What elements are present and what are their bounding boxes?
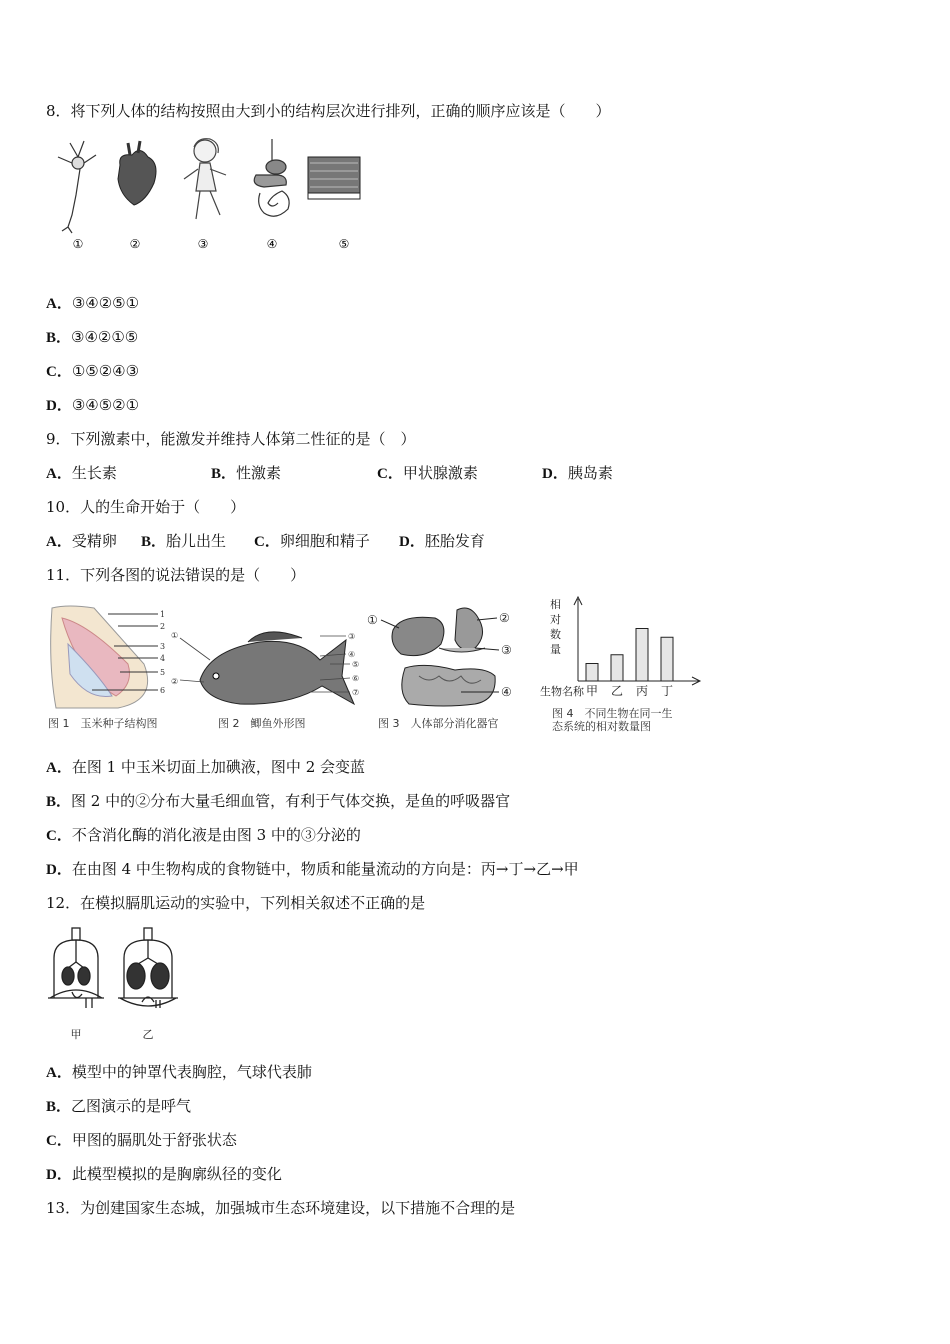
bar-label-2: 乙 xyxy=(610,684,624,698)
fig1-label-6: 6 xyxy=(160,686,166,695)
q8-option-a: A．③④②⑤① xyxy=(46,294,140,312)
bell-jar-model-yi xyxy=(118,928,178,1008)
fig2-label-6: ⑥ xyxy=(352,674,360,683)
fig1-caption: 图 1 玉米种子结构图 xyxy=(48,717,158,730)
bar-label-4: 丁 xyxy=(660,684,674,698)
q13-stem: 13．为创建国家生态城，加强城市生态环境建设，以下措施不合理的是 xyxy=(46,1199,516,1217)
bar-4 xyxy=(661,637,673,681)
girl-image xyxy=(184,139,226,219)
fig1-label-2: 2 xyxy=(160,622,166,631)
neuron-image xyxy=(58,141,96,233)
chart-xlabel: 生物名称 xyxy=(540,685,584,698)
q8-label-2: ② xyxy=(129,237,141,251)
q9-option-b: B．性激素 xyxy=(211,464,282,482)
q8-label-3: ③ xyxy=(197,237,209,251)
chart-ylabel-char-3: 数 xyxy=(550,628,561,641)
q10-option-c: C．卵细胞和精子 xyxy=(254,532,370,550)
q9-stem: 9．下列激素中，能激发并维持人体第二性征的是（ ） xyxy=(46,430,416,448)
relative-quantity-chart xyxy=(540,595,705,700)
q12-option-d: D．此模型模拟的是胸廓纵径的变化 xyxy=(46,1165,282,1183)
fig2-label-4: ④ xyxy=(348,650,356,659)
q10-option-b: B．胎儿出生 xyxy=(141,532,227,550)
fig3-label-1: ① xyxy=(367,613,378,627)
q11-option-a: A．在图 1 中玉米切面上加碘液，图中 2 会变蓝 xyxy=(46,758,366,776)
bar-3 xyxy=(636,629,648,682)
diaphragm-model-figure xyxy=(42,922,182,1047)
fig2-label-3: ③ xyxy=(348,632,356,641)
q8-option-d: D．③④⑤②① xyxy=(46,396,140,414)
q9-option-d: D．胰岛素 xyxy=(542,464,613,482)
tissue-image xyxy=(308,157,360,199)
model-label-yi: 乙 xyxy=(142,1028,154,1041)
q8-stem: 8．将下列人体的结构按照由大到小的结构层次进行排列，正确的顺序应该是（ ） xyxy=(46,102,611,120)
q8-label-1: ① xyxy=(72,237,84,251)
heart-image xyxy=(118,141,156,205)
fig4-caption-line1: 图 4 不同生物在同一生 xyxy=(552,707,673,720)
q10-option-a: A．受精卵 xyxy=(46,532,117,550)
fig2-label-1: ① xyxy=(171,631,179,640)
q11-option-b: B．图 2 中的②分布大量毛细血管，有利于气体交换，是鱼的呼吸器官 xyxy=(46,792,511,810)
fig1-label-1: 1 xyxy=(160,610,166,619)
q8-label-4: ④ xyxy=(266,237,278,251)
fig3-label-4: ④ xyxy=(501,685,512,699)
q11-stem: 11．下列各图的说法错误的是（ ） xyxy=(46,566,306,584)
digestive-organs-figure xyxy=(365,604,525,714)
fig3-caption: 图 3 人体部分消化器官 xyxy=(378,717,499,730)
bar-2 xyxy=(611,655,623,681)
q12-option-a: A．模型中的钟罩代表胸腔，气球代表肺 xyxy=(46,1063,312,1081)
q11-option-c: C．不含消化酶的消化液是由图 3 中的③分泌的 xyxy=(46,826,361,844)
fig1-label-5: 5 xyxy=(160,668,166,677)
bell-jar-model-jia xyxy=(48,928,104,1008)
bar-1 xyxy=(586,664,598,682)
bar-label-3: 丙 xyxy=(635,684,649,698)
fig2-label-7: ⑦ xyxy=(352,688,360,697)
fig4-caption-line2: 态系统的相对数量图 xyxy=(552,720,651,733)
fig1-label-3: 3 xyxy=(160,642,166,651)
corn-seed-figure xyxy=(48,604,178,714)
fig1-label-4: 4 xyxy=(160,654,166,663)
chart-ylabel-char-2: 对 xyxy=(550,613,561,626)
q9-option-c: C．甲状腺激素 xyxy=(377,464,478,482)
q8-figure xyxy=(50,135,380,255)
fig2-caption: 图 2 鲫鱼外形图 xyxy=(218,717,306,730)
fig3-label-3: ③ xyxy=(501,643,512,657)
q9-option-a: A．生长素 xyxy=(46,464,117,482)
q8-option-c: C．①⑤②④③ xyxy=(46,362,140,380)
q12-option-b: B．乙图演示的是呼气 xyxy=(46,1097,192,1115)
q12-option-c: C．甲图的膈肌处于舒张状态 xyxy=(46,1131,237,1149)
chart-ylabel-char-4: 量 xyxy=(550,643,561,656)
fig2-label-5: ⑤ xyxy=(352,660,360,669)
q12-stem: 12．在模拟膈肌运动的实验中，下列相关叙述不正确的是 xyxy=(46,894,426,912)
model-label-jia: 甲 xyxy=(70,1028,82,1041)
q8-label-5: ⑤ xyxy=(338,237,350,251)
q11-option-d: D．在由图 4 中生物构成的食物链中，物质和能量流动的方向是：丙→丁→乙→甲 xyxy=(46,860,579,878)
chart-ylabel-char-1: 相 xyxy=(550,598,561,611)
bar-label-1: 甲 xyxy=(585,684,599,698)
carp-figure xyxy=(170,620,365,715)
fig2-label-2: ② xyxy=(171,677,179,686)
digestive-system-image xyxy=(254,139,289,216)
q10-option-d: D．胚胎发育 xyxy=(399,532,485,550)
fig3-label-2: ② xyxy=(499,611,510,625)
q8-option-b: B．③④②①⑤ xyxy=(46,328,139,346)
q10-stem: 10．人的生命开始于（ ） xyxy=(46,498,246,516)
